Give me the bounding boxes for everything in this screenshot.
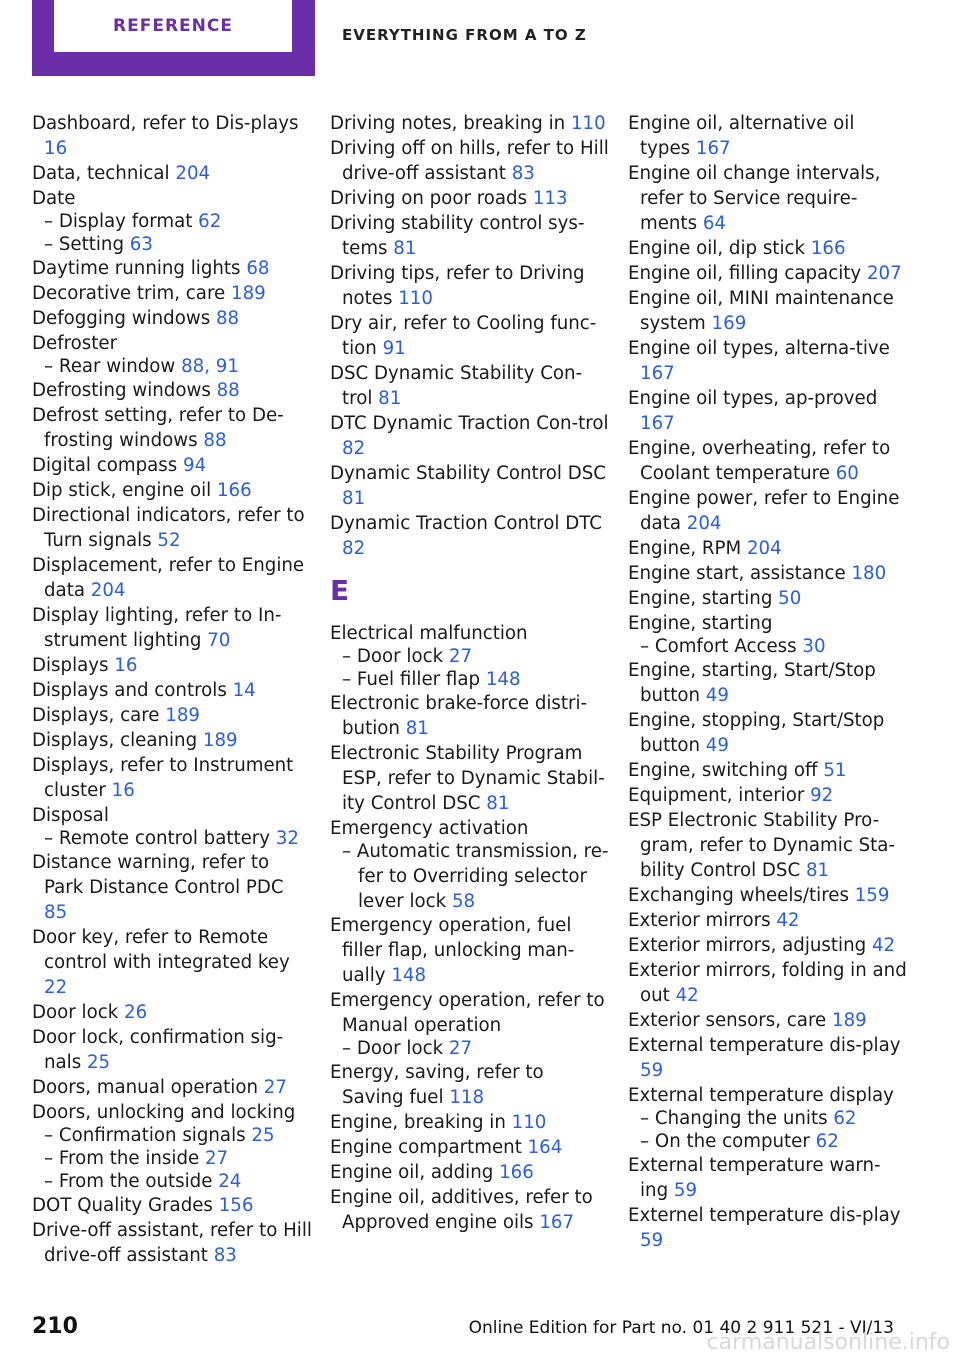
entry-text: Daytime running lights bbox=[32, 258, 247, 279]
index-entry bbox=[330, 913, 610, 988]
index-subentry bbox=[32, 1146, 312, 1171]
entry-text: Engine, breaking in bbox=[330, 1112, 512, 1133]
index-subentry bbox=[330, 839, 610, 914]
index-subentry bbox=[32, 1123, 312, 1148]
index-entry bbox=[628, 883, 908, 908]
entry-text: Displacement, refer to Engine data bbox=[32, 555, 305, 601]
index-entry bbox=[32, 306, 312, 331]
page-reference-link[interactable]: 25 bbox=[86, 1052, 111, 1073]
entry-text: – Automatic transmission, re-fer to Overriding selector lever lock bbox=[342, 841, 609, 912]
page-reference-link[interactable]: 16 bbox=[114, 655, 138, 676]
index-entry bbox=[628, 908, 908, 933]
index-entry bbox=[628, 436, 908, 486]
page-reference-link[interactable]: 62 bbox=[833, 1108, 857, 1129]
entry-text: Dynamic Stability Control DSC bbox=[330, 463, 606, 484]
page-reference-link[interactable]: 42 bbox=[871, 935, 896, 956]
entry-text: External temperature warn-ing bbox=[628, 1155, 881, 1201]
entry-text: Disposal bbox=[32, 805, 109, 826]
index-entry bbox=[330, 1135, 610, 1160]
page-reference-link[interactable]: 16 bbox=[44, 138, 68, 159]
page-reference-link[interactable]: 207 bbox=[866, 263, 902, 284]
page-reference-link[interactable]: 166 bbox=[499, 1162, 534, 1183]
page-reference-link[interactable]: 59 bbox=[640, 1060, 664, 1081]
page-reference-link[interactable]: 50 bbox=[778, 588, 802, 609]
index-entry bbox=[330, 1185, 610, 1235]
page-reference-link[interactable]: 14 bbox=[232, 680, 256, 701]
index-entry bbox=[330, 311, 610, 361]
page-reference-link[interactable]: 81 bbox=[405, 718, 429, 739]
index-subentry bbox=[330, 1036, 610, 1061]
index-entry bbox=[628, 611, 908, 636]
index-entry bbox=[32, 503, 312, 553]
page-reference-link[interactable]: 88 bbox=[216, 380, 240, 401]
entry-text: Displays, cleaning bbox=[32, 730, 203, 751]
entry-text: Engine, starting, Start/Stop button bbox=[628, 660, 876, 706]
page-reference-link[interactable]: 62 bbox=[815, 1131, 839, 1152]
page-reference-link[interactable]: 64 bbox=[702, 213, 726, 234]
page-reference-link[interactable]: 167 bbox=[539, 1212, 575, 1233]
entry-text: Electronic brake-force distri-bution bbox=[330, 693, 588, 739]
index-entry bbox=[628, 758, 908, 783]
page-reference-link[interactable]: 59 bbox=[673, 1180, 698, 1201]
page-reference-link[interactable]: 204 bbox=[746, 538, 782, 559]
page-reference-link[interactable]: 81 bbox=[342, 488, 366, 509]
index-subentry bbox=[628, 634, 908, 659]
entry-text: Doors, manual operation bbox=[32, 1077, 264, 1098]
page-reference-link[interactable]: 148 bbox=[485, 669, 521, 690]
page-reference-link[interactable]: 189 bbox=[202, 730, 238, 751]
page-reference-link[interactable]: 16 bbox=[111, 780, 135, 801]
entry-text: ESP Electronic Stability Pro-gram, refer to Dynamic Sta-bility Control DSC bbox=[628, 810, 895, 881]
entry-text: Door lock bbox=[32, 1002, 125, 1023]
entry-text: Displays and controls bbox=[32, 680, 233, 701]
index-entry bbox=[32, 378, 312, 403]
entry-text: DTC Dynamic Traction Con-trol bbox=[330, 413, 609, 434]
page-reference-link[interactable]: 88 bbox=[203, 430, 227, 451]
index-letter-heading: E bbox=[330, 574, 350, 607]
entry-text: Exterior sensors, care bbox=[628, 1010, 832, 1031]
entry-text: – From the outside bbox=[44, 1171, 219, 1192]
entry-text: External temperature dis-play bbox=[628, 1035, 901, 1056]
page-reference-link[interactable]: 167 bbox=[640, 413, 675, 434]
index-entry bbox=[628, 161, 908, 236]
page-reference-link[interactable]: 167 bbox=[640, 363, 675, 384]
index-entry bbox=[32, 256, 312, 281]
page-reference-link[interactable]: 166 bbox=[810, 238, 846, 259]
entry-text: Exterior mirrors, folding in and out bbox=[628, 960, 907, 1006]
entry-text: Externel temperature dis-play bbox=[628, 1205, 901, 1226]
index-entry bbox=[628, 336, 908, 386]
entry-text: Engine start, assistance bbox=[628, 563, 852, 584]
index-entry bbox=[628, 1083, 908, 1108]
page-reference-link[interactable]: 22 bbox=[44, 977, 68, 998]
index-entry bbox=[32, 1025, 312, 1075]
page-reference-link[interactable]: 148 bbox=[391, 965, 427, 986]
index-entry bbox=[32, 678, 312, 703]
index-entry bbox=[330, 1160, 610, 1185]
entry-text: Driving off on hills, refer to Hill drive-off assistant bbox=[330, 138, 609, 184]
index-entry bbox=[32, 1218, 312, 1268]
entry-text: Driving stability control sys-tems bbox=[330, 213, 585, 259]
index-entry bbox=[32, 553, 312, 603]
watermark: carmanualsonline.info bbox=[706, 1330, 950, 1355]
entry-text: Doors, unlocking and locking bbox=[32, 1102, 296, 1123]
entry-text: Engine, RPM bbox=[628, 538, 747, 559]
index-entry bbox=[32, 1100, 312, 1125]
entry-text: – Setting bbox=[44, 234, 130, 255]
entry-text: Emergency operation, fuel filler flap, unlocking man-ually bbox=[330, 915, 575, 986]
page-reference-link[interactable]: 42 bbox=[675, 985, 699, 1006]
entry-text: Dynamic Traction Control DTC bbox=[330, 513, 602, 534]
index-entry bbox=[32, 331, 312, 356]
page-reference-link[interactable]: 60 bbox=[835, 463, 859, 484]
entry-text: – On the computer bbox=[640, 1131, 816, 1152]
entry-text: DOT Quality Grades bbox=[32, 1195, 219, 1216]
page-reference-link[interactable]: 85 bbox=[44, 902, 68, 923]
entry-text: Engine oil, MINI maintenance system bbox=[628, 288, 894, 334]
entry-text: Exchanging wheels/tires bbox=[628, 885, 855, 906]
index-entry bbox=[32, 1075, 312, 1100]
page-reference-link[interactable]: 204 bbox=[175, 163, 211, 184]
page-reference-link[interactable]: 167 bbox=[695, 138, 731, 159]
reference-tab bbox=[32, 0, 315, 76]
page-reference-link[interactable]: 62 bbox=[198, 211, 222, 232]
index-entry bbox=[628, 808, 908, 883]
page-reference-link[interactable]: 83 bbox=[213, 1245, 237, 1266]
entry-text: Distance warning, refer to Park Distance Control PDC bbox=[32, 852, 284, 898]
entry-text: Defrosting windows bbox=[32, 380, 217, 401]
page-reference-link[interactable]: 81 bbox=[378, 388, 402, 409]
index-entry bbox=[628, 1008, 908, 1033]
index-column-2 bbox=[330, 111, 610, 1235]
entry-text: Equipment, interior bbox=[628, 785, 811, 806]
index-entry bbox=[628, 561, 908, 586]
entry-text: Engine compartment bbox=[330, 1137, 528, 1158]
page-reference-link[interactable]: 81 bbox=[486, 793, 510, 814]
page-reference-link[interactable]: 83 bbox=[511, 163, 535, 184]
entry-text: Exterior mirrors bbox=[628, 910, 777, 931]
index-entry bbox=[628, 586, 908, 611]
entry-text: – Changing the units bbox=[640, 1108, 834, 1129]
section-title: EVERYTHING FROM A TO Z bbox=[342, 26, 587, 44]
page-reference-link[interactable]: 26 bbox=[124, 1002, 148, 1023]
page-reference-link[interactable]: 110 bbox=[511, 1112, 547, 1133]
index-entry bbox=[330, 111, 610, 136]
entry-text: Engine oil change intervals, refer to Service require-ments bbox=[628, 163, 881, 234]
entry-text: Dashboard, refer to Dis-plays bbox=[32, 113, 299, 134]
page-reference-link[interactable]: 189 bbox=[165, 705, 200, 726]
index-entry bbox=[628, 286, 908, 336]
page-reference-link[interactable]: 88 bbox=[215, 308, 240, 329]
entry-text: Engine oil, dip stick bbox=[628, 238, 811, 259]
index-entry bbox=[330, 816, 610, 841]
index-subentry bbox=[32, 826, 312, 851]
index-entry bbox=[628, 783, 908, 808]
entry-text: Dry air, refer to Cooling func-tion bbox=[330, 313, 597, 359]
page-reference-link[interactable]: 68 bbox=[246, 258, 270, 279]
entry-text: Exterior mirrors, adjusting bbox=[628, 935, 872, 956]
page-reference-link[interactable]: 25 bbox=[251, 1125, 275, 1146]
entry-text: Defogging windows bbox=[32, 308, 216, 329]
index-entry bbox=[628, 111, 908, 161]
entry-text: Defrost setting, refer to De-frosting windows bbox=[32, 405, 284, 451]
page-reference-link[interactable]: 88, 91 bbox=[181, 356, 239, 377]
index-subentry bbox=[330, 667, 610, 692]
index-entry bbox=[330, 261, 610, 311]
page-reference-link[interactable]: 91 bbox=[382, 338, 406, 359]
page-reference-link[interactable]: 49 bbox=[705, 735, 729, 756]
entry-text: Driving on poor roads bbox=[330, 188, 533, 209]
entry-text: – Door lock bbox=[342, 646, 449, 667]
entry-text: Driving tips, refer to Driving notes bbox=[330, 263, 585, 309]
index-entry bbox=[628, 658, 908, 708]
index-entry bbox=[330, 411, 610, 461]
entry-text: – Fuel filler flap bbox=[342, 669, 486, 690]
page-reference-link[interactable]: 27 bbox=[448, 646, 473, 667]
index-entry bbox=[32, 1000, 312, 1025]
entry-text: – Rear window bbox=[44, 356, 182, 377]
index-entry bbox=[330, 1060, 610, 1110]
page-reference-link[interactable]: 94 bbox=[183, 455, 207, 476]
page-reference-link[interactable]: 59 bbox=[640, 1230, 664, 1251]
index-entry bbox=[32, 603, 312, 653]
entry-text: Display lighting, refer to In-strument lighting bbox=[32, 605, 282, 651]
page-reference-link[interactable]: 82 bbox=[342, 538, 366, 559]
index-entry bbox=[330, 691, 610, 741]
index-entry bbox=[330, 461, 610, 511]
entry-text: Dip stick, engine oil bbox=[32, 480, 217, 501]
page-reference-link[interactable]: 189 bbox=[231, 283, 266, 304]
page-reference-link[interactable]: 113 bbox=[532, 188, 568, 209]
index-entry bbox=[330, 211, 610, 261]
entry-text: Displays bbox=[32, 655, 115, 676]
index-entry bbox=[628, 933, 908, 958]
page-reference-link[interactable]: 52 bbox=[157, 530, 181, 551]
page-reference-link[interactable]: 27 bbox=[263, 1077, 287, 1098]
index-entry bbox=[32, 403, 312, 453]
page-number: 210 bbox=[32, 1314, 78, 1339]
entry-text: Displays, refer to Instrument cluster bbox=[32, 755, 294, 801]
page-reference-link[interactable]: 58 bbox=[451, 891, 476, 912]
index-entry bbox=[32, 703, 312, 728]
index-entry bbox=[32, 186, 312, 211]
page-reference-link[interactable]: 118 bbox=[449, 1087, 485, 1108]
index-entry bbox=[32, 753, 312, 803]
index-entry bbox=[628, 1203, 908, 1253]
page-reference-link[interactable]: 110 bbox=[570, 113, 606, 134]
index-subentry bbox=[628, 1106, 908, 1131]
page-reference-link[interactable]: 27 bbox=[448, 1038, 473, 1059]
page-reference-link[interactable]: 30 bbox=[802, 636, 826, 657]
entry-text: Displays, care bbox=[32, 705, 166, 726]
entry-text: Emergency activation bbox=[330, 818, 529, 839]
index-entry bbox=[32, 803, 312, 828]
index-entry bbox=[330, 621, 610, 646]
page-reference-link[interactable]: 81 bbox=[805, 860, 830, 881]
index-subentry bbox=[32, 354, 312, 379]
index-entry bbox=[32, 161, 312, 186]
page-reference-link[interactable]: 49 bbox=[705, 685, 729, 706]
index-entry bbox=[628, 536, 908, 561]
page-reference-link[interactable]: 204 bbox=[90, 580, 126, 601]
entry-text: DSC Dynamic Stability Con-trol bbox=[330, 363, 583, 409]
index-entry bbox=[330, 988, 610, 1038]
index-subentry bbox=[330, 644, 610, 669]
entry-text: – From the inside bbox=[44, 1148, 205, 1169]
index-entry bbox=[628, 1153, 908, 1203]
page-reference-link[interactable]: 63 bbox=[129, 234, 153, 255]
index-entry bbox=[330, 361, 610, 411]
entry-text: Engine, starting bbox=[628, 588, 779, 609]
entry-text: Emergency operation, refer to Manual operation bbox=[330, 990, 605, 1036]
page-reference-link[interactable]: 180 bbox=[851, 563, 887, 584]
index-entry bbox=[32, 478, 312, 503]
entry-text: Engine oil types, ap-proved bbox=[628, 388, 878, 409]
entry-text: Digital compass bbox=[32, 455, 184, 476]
index-entry bbox=[330, 186, 610, 211]
entry-text: Drive-off assistant, refer to Hill drive-off assistant bbox=[32, 1220, 312, 1266]
entry-text: Engine, stopping, Start/Stop button bbox=[628, 710, 885, 756]
entry-text: Engine, switching off bbox=[628, 760, 824, 781]
entry-text: External temperature display bbox=[628, 1085, 894, 1106]
entry-text: Driving notes, breaking in bbox=[330, 113, 571, 134]
page-reference-link[interactable]: 204 bbox=[686, 513, 722, 534]
index-entry bbox=[628, 386, 908, 436]
index-entry bbox=[32, 281, 312, 306]
index-entry bbox=[330, 511, 610, 561]
page-reference-link[interactable]: 189 bbox=[832, 1010, 867, 1031]
entry-text: Door lock, confirmation sig-nals bbox=[32, 1027, 284, 1073]
index-entry bbox=[32, 111, 312, 161]
page-reference-link[interactable]: 169 bbox=[711, 313, 747, 334]
index-entry bbox=[628, 261, 908, 286]
index-subentry bbox=[32, 209, 312, 234]
page-reference-link[interactable]: 164 bbox=[527, 1137, 563, 1158]
page-reference-link[interactable]: 27 bbox=[204, 1148, 229, 1169]
edition-footer: Online Edition for Part no. 01 40 2 911 521 - VI/13 bbox=[468, 1318, 894, 1338]
index-entry bbox=[330, 136, 610, 186]
entry-text: – Door lock bbox=[342, 1038, 449, 1059]
index-entry bbox=[32, 453, 312, 478]
page-reference-link[interactable]: 159 bbox=[854, 885, 890, 906]
page-reference-link[interactable]: 82 bbox=[342, 438, 366, 459]
entry-text: Engine, overheating, refer to Coolant temperature bbox=[628, 438, 891, 484]
page-reference-link[interactable]: 81 bbox=[393, 238, 417, 259]
index-entry bbox=[32, 1193, 312, 1218]
entry-text: Door key, refer to Remote control with integrated key bbox=[32, 927, 290, 973]
entry-text: – Display format bbox=[44, 211, 199, 232]
entry-text: Defroster bbox=[32, 333, 118, 354]
index-column-1 bbox=[32, 111, 312, 1268]
index-entry bbox=[32, 925, 312, 1000]
index-entry bbox=[628, 236, 908, 261]
index-entry bbox=[32, 728, 312, 753]
entry-text: Engine oil types, alterna-tive bbox=[628, 338, 890, 359]
index-entry bbox=[330, 1110, 610, 1135]
entry-text: Engine, starting bbox=[628, 613, 773, 634]
index-entry bbox=[628, 1033, 908, 1083]
page-reference-link[interactable]: 32 bbox=[275, 828, 299, 849]
index-column-3 bbox=[628, 111, 908, 1253]
entry-text: Engine oil, filling capacity bbox=[628, 263, 867, 284]
index-entry bbox=[628, 958, 908, 1008]
entry-text: Directional indicators, refer to Turn signals bbox=[32, 505, 305, 551]
page-reference-link[interactable]: 156 bbox=[218, 1195, 254, 1216]
entry-text: Electrical malfunction bbox=[330, 623, 528, 644]
index-entry bbox=[32, 653, 312, 678]
index-entry bbox=[628, 486, 908, 536]
entry-text: Energy, saving, refer to Saving fuel bbox=[330, 1062, 544, 1108]
page-reference-link[interactable]: 24 bbox=[218, 1171, 242, 1192]
entry-text: Electronic Stability Program ESP, refer to Dynamic Stabil-ity Control DSC bbox=[330, 743, 605, 814]
entry-text: – Confirmation signals bbox=[44, 1125, 252, 1146]
entry-text: – Comfort Access bbox=[640, 636, 803, 657]
index-entry bbox=[330, 741, 610, 816]
entry-text: Decorative trim, care bbox=[32, 283, 231, 304]
page-reference-link[interactable]: 110 bbox=[398, 288, 433, 309]
index-entry bbox=[628, 708, 908, 758]
page-reference-link[interactable]: 70 bbox=[207, 630, 231, 651]
entry-text: Data, technical bbox=[32, 163, 176, 184]
entry-text: Engine oil, adding bbox=[330, 1162, 500, 1183]
index-subentry bbox=[32, 232, 312, 257]
index-subentry bbox=[628, 1129, 908, 1154]
index-subentry bbox=[32, 1169, 312, 1194]
page-reference-link[interactable]: 166 bbox=[216, 480, 252, 501]
reference-tab-label: REFERENCE bbox=[54, 0, 292, 52]
entry-text: Engine oil, alternative oil types bbox=[628, 113, 855, 159]
entry-text: – Remote control battery bbox=[44, 828, 276, 849]
entry-text: Engine power, refer to Engine data bbox=[628, 488, 900, 534]
page-reference-link[interactable]: 42 bbox=[776, 910, 800, 931]
page-reference-link[interactable]: 92 bbox=[810, 785, 834, 806]
page-reference-link[interactable]: 51 bbox=[823, 760, 847, 781]
index-entry bbox=[32, 850, 312, 925]
entry-text: Date bbox=[32, 188, 76, 209]
entry-text: Engine oil, additives, refer to Approved engine oils bbox=[330, 1187, 593, 1233]
